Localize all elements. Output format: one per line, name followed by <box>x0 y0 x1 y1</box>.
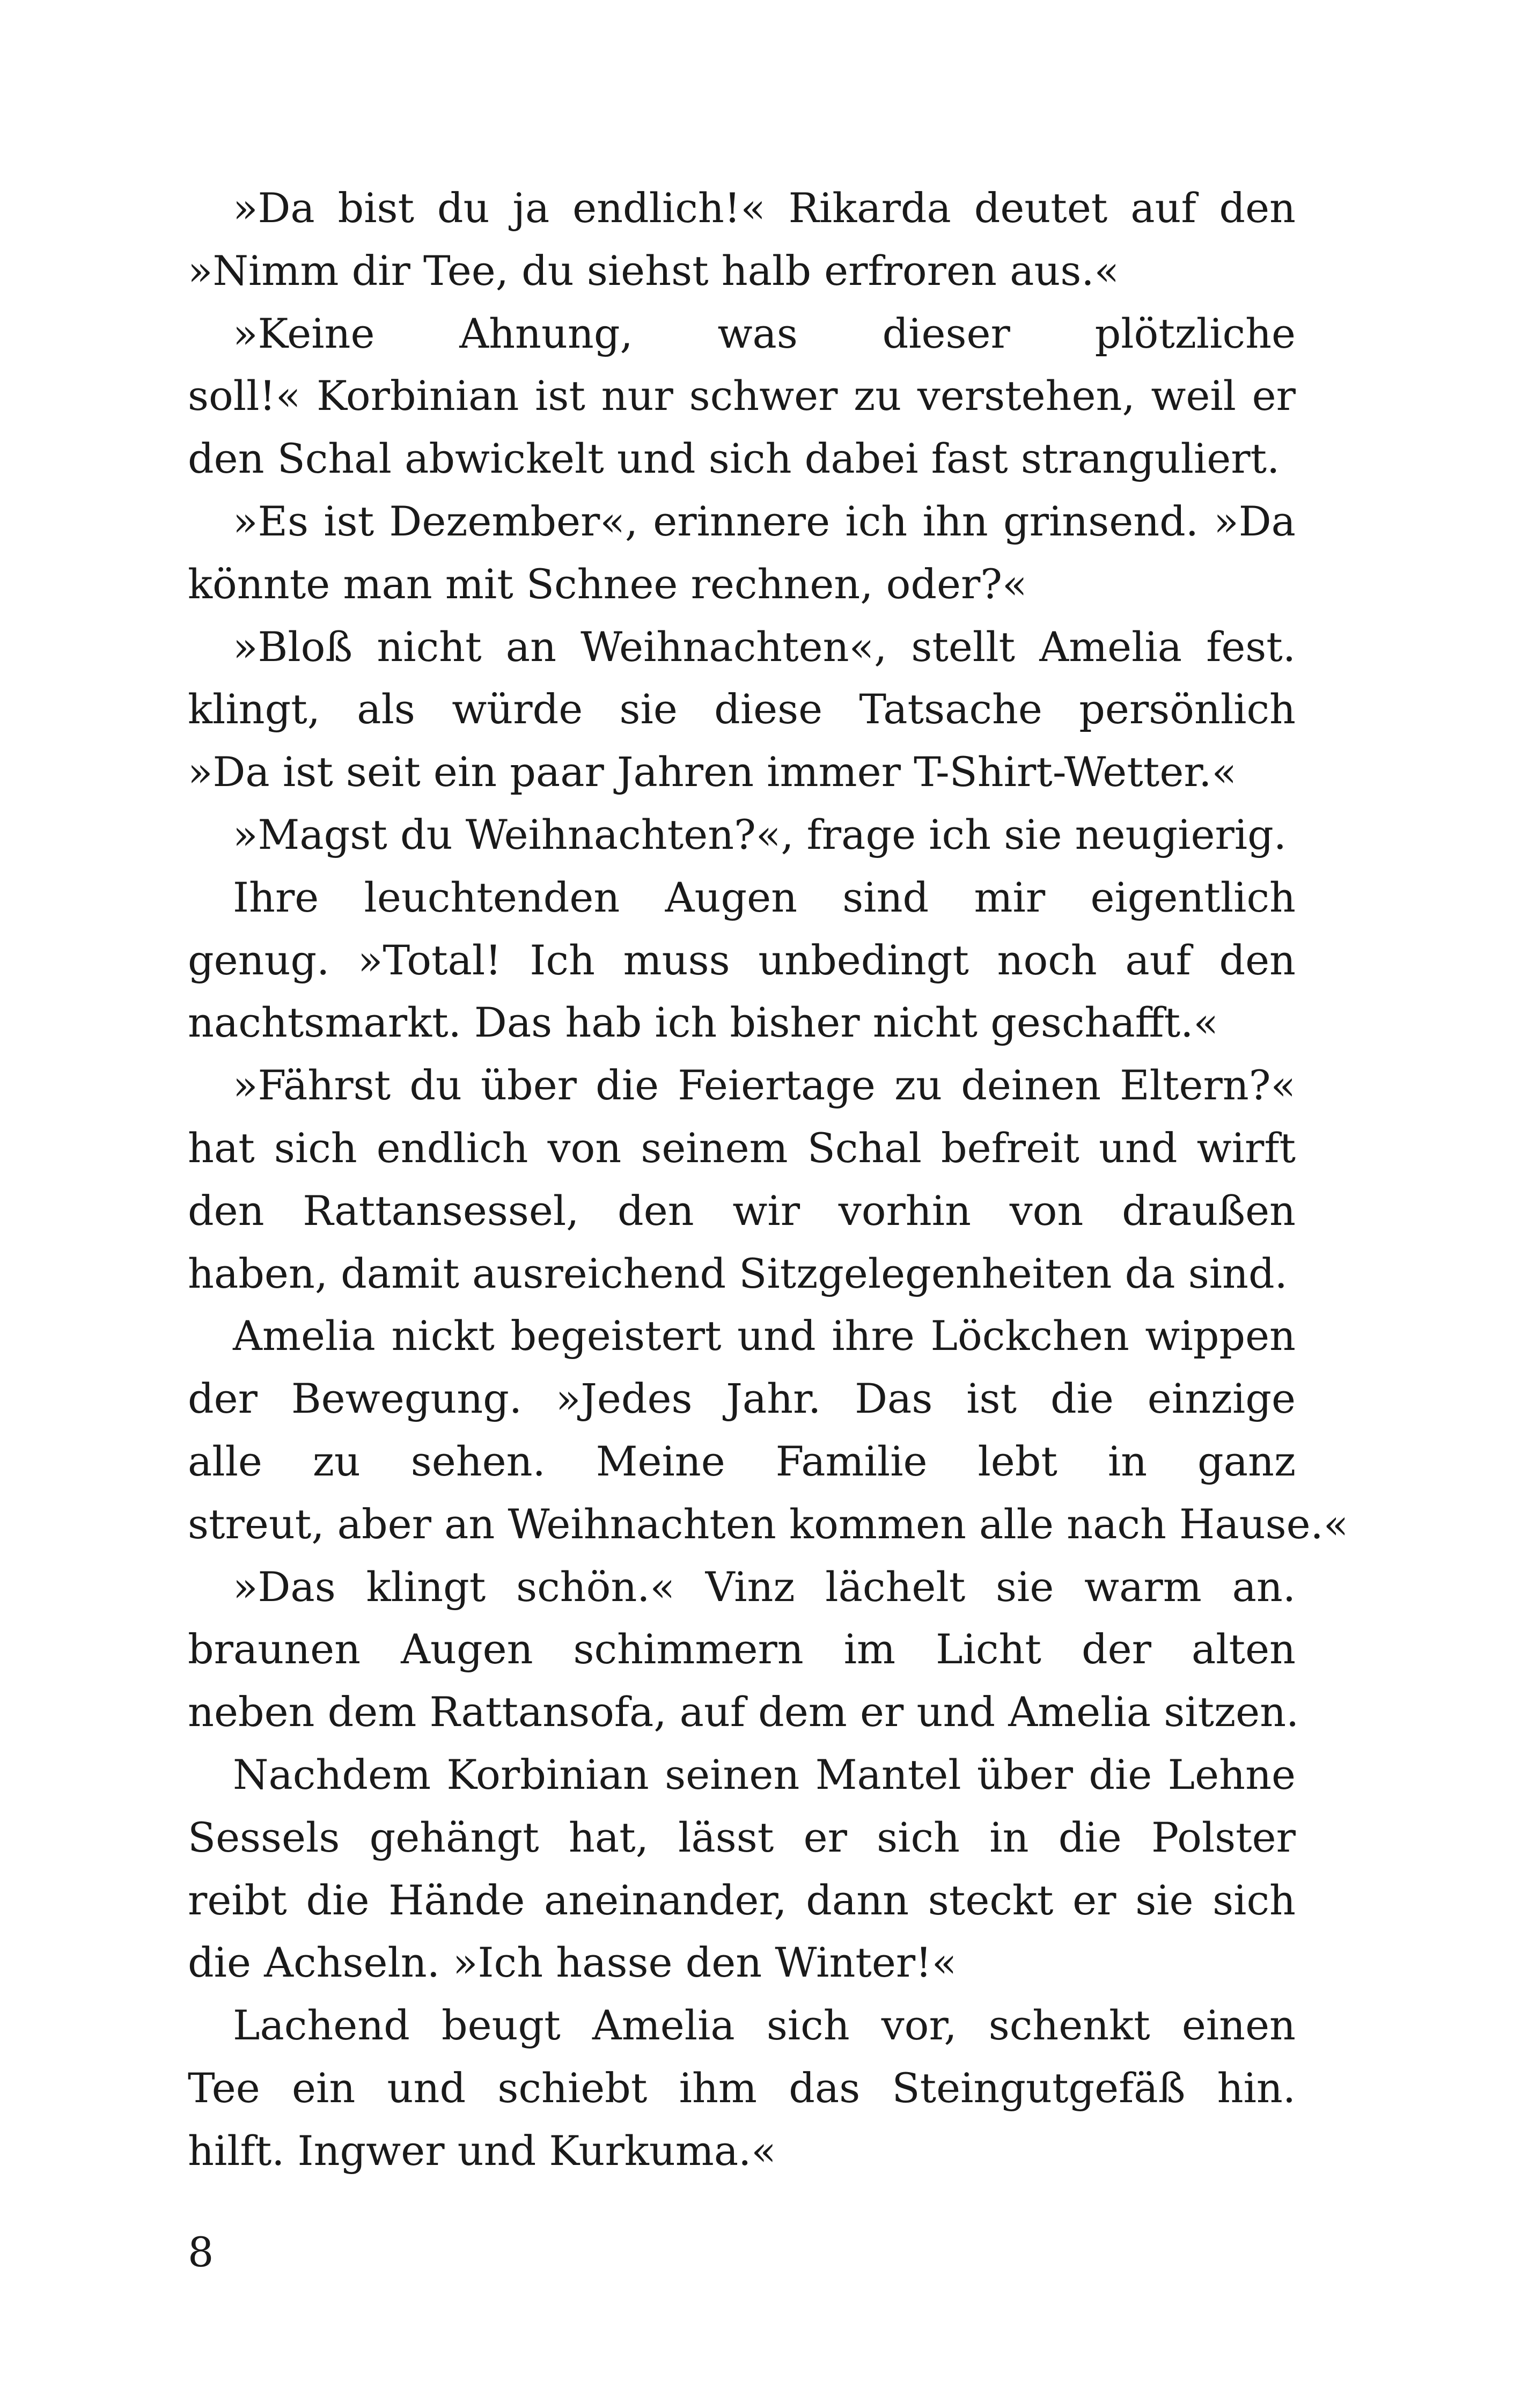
text-line: »Keine Ahnung, was dieser plötzliche <box>233 309 1296 357</box>
text-line: »Es ist Dezember«, erinnere ich ihn grinsend. »Da <box>233 497 1296 545</box>
text-line: »Fährst du über die Feiertage zu deinen Eltern?« <box>233 1061 1296 1110</box>
text-line: hat sich endlich von seinem Schal befreit und wirft <box>188 1124 1296 1172</box>
text-line: genug. »Total! Ich muss unbedingt noch auf den <box>188 936 1296 984</box>
text-line: alle zu sehen. Meine Familie lebt in ganz <box>188 1437 1296 1485</box>
body-text <box>188 177 1349 2183</box>
text-line: könnte man mit Schnee rechnen, oder?« <box>188 560 1027 608</box>
text-line: streut, aber an Weihnachten kommen alle nach Hause.« <box>188 1500 1349 1548</box>
text-line: Nachdem Korbinian seinen Mantel über die Lehne <box>233 1750 1296 1798</box>
text-line: »Das klingt schön.« Vinz lächelt sie warm an. <box>233 1562 1296 1611</box>
text-line: »Da bist du ja endlich!« Rikarda deutet auf den <box>233 184 1296 232</box>
text-line: Ihre leuchtenden Augen sind mir eigentlich <box>233 873 1296 921</box>
text-line: nachtsmarkt. Das hab ich bisher nicht geschafft.« <box>188 999 1218 1047</box>
text-line: die Achseln. »Ich hasse den Winter!« <box>188 1939 957 1987</box>
text-line: haben, damit ausreichend Sitzgelegenheiten da sind. <box>188 1249 1288 1297</box>
page-number: 8 <box>188 2228 214 2276</box>
text-line: »Nimm dir Tee, du siehst halb erfroren aus.« <box>188 246 1120 295</box>
text-line: der Bewegung. »Jedes Jahr. Das ist die einzige <box>188 1375 1296 1423</box>
text-line: Tee ein und schiebt ihm das Steingutgefäß hin. <box>188 2064 1296 2112</box>
text-line: neben dem Rattansofa, auf dem er und Amelia sitzen. <box>188 1688 1299 1736</box>
text-line: klingt, als würde sie diese Tatsache persönlich <box>188 685 1296 733</box>
text-line: den Schal abwickelt und sich dabei fast stranguliert. <box>188 435 1280 483</box>
text-line: Amelia nickt begeistert und ihre Löckchen wippen <box>233 1312 1296 1360</box>
text-line: den Rattansessel, den wir vorhin von draußen <box>188 1186 1296 1235</box>
text-line: »Da ist seit ein paar Jahren immer T-Shirt-Wetter.« <box>188 748 1237 796</box>
text-line: »Bloß nicht an Weihnachten«, stellt Amelia fest. <box>233 622 1296 671</box>
text-line: Sessels gehängt hat, lässt er sich in die Polster <box>188 1813 1296 1861</box>
text-line: reibt die Hände aneinander, dann steckt er sie sich <box>188 1876 1296 1924</box>
text-line: Lachend beugt Amelia sich vor, schenkt einen <box>233 2001 1296 2050</box>
text-line: braunen Augen schimmern im Licht der alten <box>188 1625 1296 1673</box>
text-line: soll!« Korbinian ist nur schwer zu verstehen, weil er <box>188 372 1296 420</box>
text-line: hilft. Ingwer und Kurkuma.« <box>188 2126 776 2175</box>
text-line: »Magst du Weihnachten?«, frage ich sie neugierig. <box>233 810 1287 858</box>
